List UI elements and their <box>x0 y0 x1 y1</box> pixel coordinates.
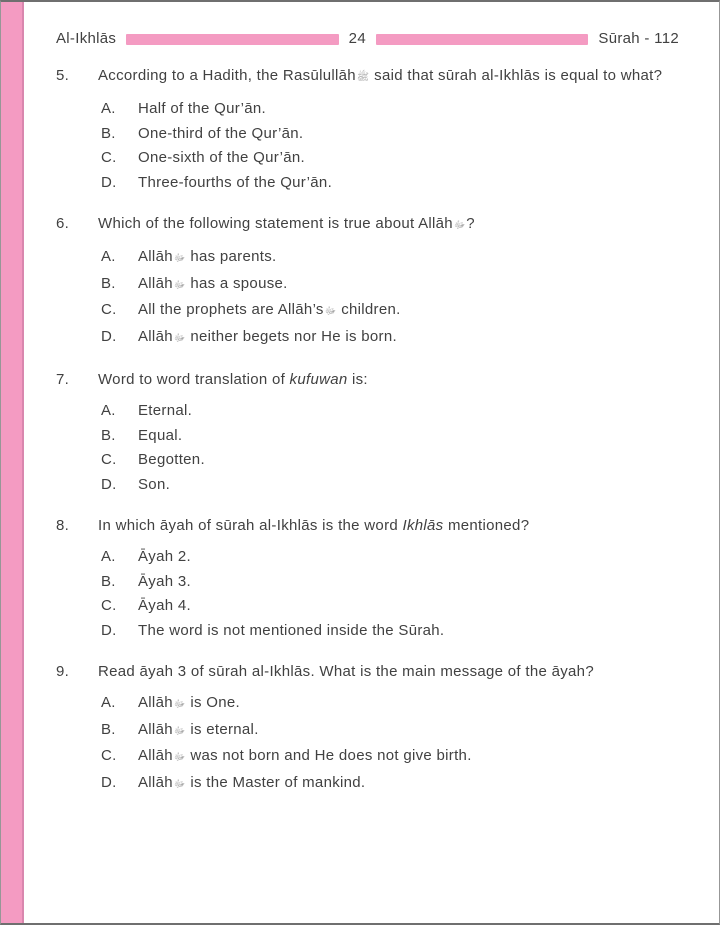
option-letter: C. <box>101 149 117 166</box>
surah-number-label: Sūrah - 112 <box>598 30 679 47</box>
honorific-symbol: ﷻ <box>173 725 186 737</box>
text-segment: Allāh <box>138 720 173 738</box>
text-segment: has parents. <box>186 248 277 265</box>
text-segment: is: <box>347 371 368 388</box>
option-text <box>138 473 679 498</box>
option-letter: A. <box>101 548 116 565</box>
question-number: 9. <box>56 663 70 680</box>
option-list <box>56 691 679 797</box>
page-header <box>56 29 679 49</box>
question-number: 7. <box>56 371 70 388</box>
option-letter: C. <box>101 451 117 468</box>
text-segment: ? <box>466 215 475 232</box>
text-segment: Allāh <box>138 773 173 791</box>
option-item <box>101 771 679 798</box>
option-item <box>101 122 679 147</box>
option-item <box>101 97 679 122</box>
italic-term: kufuwan <box>289 371 348 388</box>
text-segment: All the prophets are Allāh’s <box>138 301 324 318</box>
page-edge-accent-bar <box>1 2 24 923</box>
text-segment: Allāh <box>138 694 173 711</box>
option-item <box>101 691 679 718</box>
text-segment: Half of the Qur’ān. <box>138 100 266 117</box>
honorific-symbol: ﷻ <box>173 332 186 344</box>
option-item <box>101 545 679 570</box>
option-list <box>56 245 679 351</box>
option-item <box>101 424 679 449</box>
option-text <box>138 570 679 595</box>
option-list <box>56 97 679 195</box>
option-text <box>138 691 679 718</box>
option-text <box>138 298 679 325</box>
surah-name-label: Al-Ikhlās <box>56 30 117 47</box>
text-segment: Read āyah 3 of sūrah al-Ikhlās. What is the main message of the āyah? <box>98 663 594 680</box>
option-letter: B. <box>101 426 116 444</box>
text-segment: Allāh <box>138 274 173 292</box>
text-segment: is eternal. <box>186 720 259 738</box>
question-text <box>98 213 679 237</box>
option-letter: A. <box>101 402 116 419</box>
option-text <box>138 399 679 424</box>
option-letter: C. <box>101 301 117 318</box>
option-letter: D. <box>101 621 117 639</box>
option-letter: D. <box>101 773 117 791</box>
option-text <box>138 424 679 449</box>
option-letter: D. <box>101 475 117 493</box>
text-segment: Eternal. <box>138 402 193 419</box>
text-segment: Begotten. <box>138 451 205 468</box>
option-text <box>138 718 679 745</box>
option-text <box>138 245 679 272</box>
italic-term: Ikhlās <box>402 517 444 534</box>
question-line <box>56 515 679 537</box>
text-segment: Three-fourths of the Qur’ān. <box>138 173 333 191</box>
option-text <box>138 171 679 196</box>
header-divider-bar-left <box>126 34 338 45</box>
option-item <box>101 448 679 473</box>
option-item <box>101 570 679 595</box>
text-segment: Allāh <box>138 248 173 265</box>
option-letter: D. <box>101 173 117 191</box>
option-text <box>138 744 679 771</box>
option-text <box>138 325 679 352</box>
option-letter: A. <box>101 100 116 117</box>
text-segment: Word to word translation of <box>98 371 290 388</box>
honorific-symbol: ﷻ <box>173 699 186 710</box>
text-segment: is the Master of mankind. <box>186 773 366 791</box>
question-text <box>98 515 679 537</box>
question-list <box>56 65 679 797</box>
option-item <box>101 718 679 745</box>
question-line <box>56 369 679 391</box>
text-segment: Āyah 2. <box>138 548 191 565</box>
question-item <box>56 65 679 195</box>
option-text <box>138 448 679 473</box>
text-segment: One-sixth of the Qur’ān. <box>138 149 305 166</box>
honorific-symbol: ﷻ <box>173 752 186 763</box>
option-letter: A. <box>101 694 116 711</box>
option-item <box>101 325 679 352</box>
option-text <box>138 771 679 798</box>
option-letter: B. <box>101 572 116 590</box>
honorific-symbol: ﷻ <box>173 279 186 291</box>
option-letter: C. <box>101 597 117 614</box>
question-text <box>98 661 679 683</box>
option-item <box>101 399 679 424</box>
honorific-symbol: ﷻ <box>173 778 186 790</box>
honorific-symbol: ﷻ <box>173 253 186 264</box>
text-segment: was not born and He does not give birth. <box>186 747 472 764</box>
text-segment: One-third of the Qur’ān. <box>138 124 304 142</box>
option-item <box>101 146 679 171</box>
option-text <box>138 272 679 299</box>
text-segment: Allāh <box>138 747 173 764</box>
text-segment: Āyah 4. <box>138 597 191 614</box>
honorific-symbol: ﷻ <box>324 306 337 317</box>
option-text <box>138 594 679 619</box>
question-line <box>56 65 679 89</box>
question-item <box>56 515 679 643</box>
text-segment: Āyah 3. <box>138 572 191 590</box>
option-item <box>101 298 679 325</box>
page-number: 24 <box>348 30 366 47</box>
option-item <box>101 272 679 299</box>
text-segment: According to a Hadith, the Rasūlullāh <box>98 67 356 84</box>
text-segment: mentioned? <box>443 517 530 534</box>
text-segment: In which āyah of sūrah al-Ikhlās is the word <box>98 517 403 534</box>
option-item <box>101 171 679 196</box>
option-list <box>56 545 679 643</box>
question-item <box>56 213 679 351</box>
question-text <box>98 369 679 391</box>
question-line <box>56 213 679 237</box>
option-text <box>138 146 679 171</box>
question-item <box>56 661 679 797</box>
question-text <box>98 65 679 89</box>
text-segment: Which of the following statement is true about Allāh <box>98 215 453 232</box>
option-text <box>138 97 679 122</box>
text-segment: has a spouse. <box>186 274 288 292</box>
option-text <box>138 545 679 570</box>
option-item <box>101 473 679 498</box>
honorific-symbol: ﷺ <box>356 72 370 83</box>
page-content <box>24 2 719 797</box>
text-segment: children. <box>337 301 401 318</box>
option-letter: B. <box>101 274 116 292</box>
question-number: 5. <box>56 67 70 84</box>
text-segment: The word is not mentioned inside the Sūrah. <box>138 621 445 639</box>
text-segment: neither begets nor He is born. <box>186 327 397 345</box>
option-text <box>138 619 679 644</box>
option-letter: B. <box>101 124 116 142</box>
option-letter: A. <box>101 248 116 265</box>
text-segment: said that sūrah al-Ikhlās is equal to what? <box>370 67 663 84</box>
honorific-symbol: ﷻ <box>453 220 466 231</box>
option-item <box>101 744 679 771</box>
option-text <box>138 122 679 147</box>
option-list <box>56 399 679 497</box>
option-letter: C. <box>101 747 117 764</box>
question-number: 8. <box>56 517 70 534</box>
text-segment: Equal. <box>138 426 183 444</box>
question-item <box>56 369 679 497</box>
option-item <box>101 619 679 644</box>
question-line <box>56 661 679 683</box>
question-number: 6. <box>56 215 70 232</box>
option-letter: D. <box>101 327 117 345</box>
option-letter: B. <box>101 720 116 738</box>
text-segment: is One. <box>186 694 240 711</box>
header-divider-bar-right <box>376 34 588 45</box>
text-segment: Allāh <box>138 327 173 345</box>
text-segment: Son. <box>138 475 171 493</box>
option-item <box>101 245 679 272</box>
option-item <box>101 594 679 619</box>
